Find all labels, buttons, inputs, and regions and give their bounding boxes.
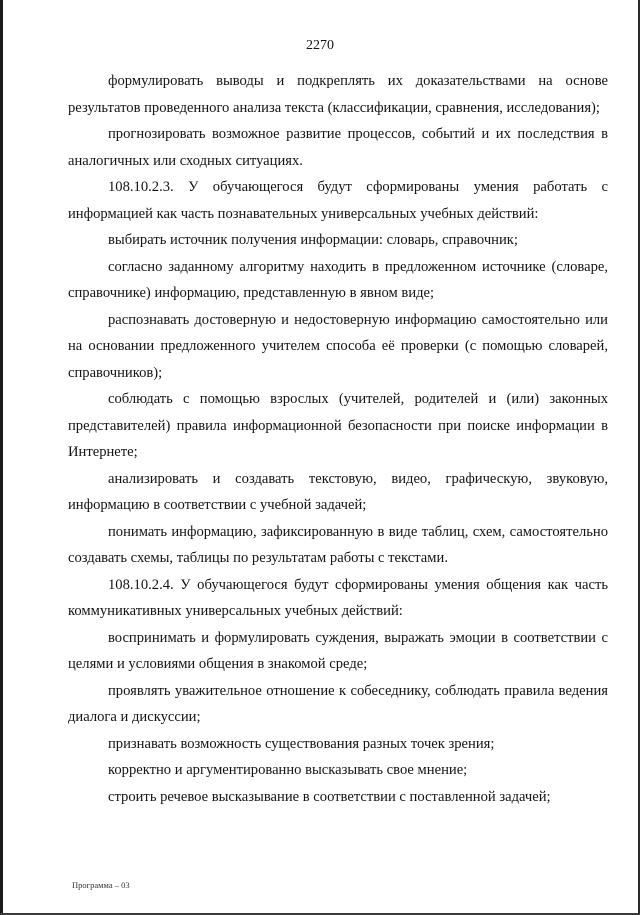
- footer-program-label: Программа – 03: [72, 880, 130, 890]
- paragraph: понимать информацию, зафиксированную в виде таблиц, схем, самостоятельно создавать схемы, таблицы по результатам работы с текстами.: [68, 523, 608, 566]
- paragraph: прогнозировать возможное развитие процессов, событий и их последствия в аналогичных или сходных ситуациях.: [68, 126, 608, 169]
- paragraph: анализировать и создавать текстовую, видео, графическую, звуковую, информацию в соответствии с учебной задачей;: [68, 470, 608, 513]
- scan-edge-left: [0, 0, 3, 915]
- paragraph: строить речевое высказывание в соответствии с поставленной задачей;: [108, 788, 551, 805]
- paragraph: корректно и аргументированно высказывать свое мнение;: [108, 762, 468, 778]
- paragraph: распознавать достоверную и недостоверную информацию самостоятельно или на основании предложенного учителем способа её проверки (с помощью словарей, справочников);: [68, 311, 608, 381]
- paragraph: согласно заданному алгоритму находить в предложенном источнике (словаре, справочнике) информацию, представленную в явном виде;: [68, 258, 608, 301]
- paragraph: воспринимать и формулировать суждения, выражать эмоции в соответствии с целями и условиями общения в знакомой среде;: [68, 629, 608, 672]
- paragraph: формулировать выводы и подкреплять их доказательствами на основе результатов проведенного анализа текста (классификации, сравнения, исследования);: [68, 73, 608, 116]
- page-number: 2270: [306, 38, 334, 53]
- paragraph: выбирать источник получения информации: словарь, справочник;: [108, 232, 518, 248]
- paragraph: проявлять уважительное отношение к собеседнику, соблюдать правила ведения диалога и дискуссии;: [68, 682, 608, 725]
- paragraph: 108.10.2.4. У обучающегося будут сформированы умения общения как часть коммуникативных универсальных учебных действий:: [68, 576, 608, 619]
- body-text: [68, 68, 608, 810]
- paragraph: 108.10.2.3. У обучающегося будут сформированы умения работать с информацией как часть познавательных универсальных учебных действий:: [68, 179, 608, 222]
- paragraph: соблюдать с помощью взрослых (учителей, родителей и (или) законных представителей) правила информационной безопасности при поиске информации в Интернете;: [68, 391, 608, 460]
- paragraph: признавать возможность существования разных точек зрения;: [108, 735, 495, 752]
